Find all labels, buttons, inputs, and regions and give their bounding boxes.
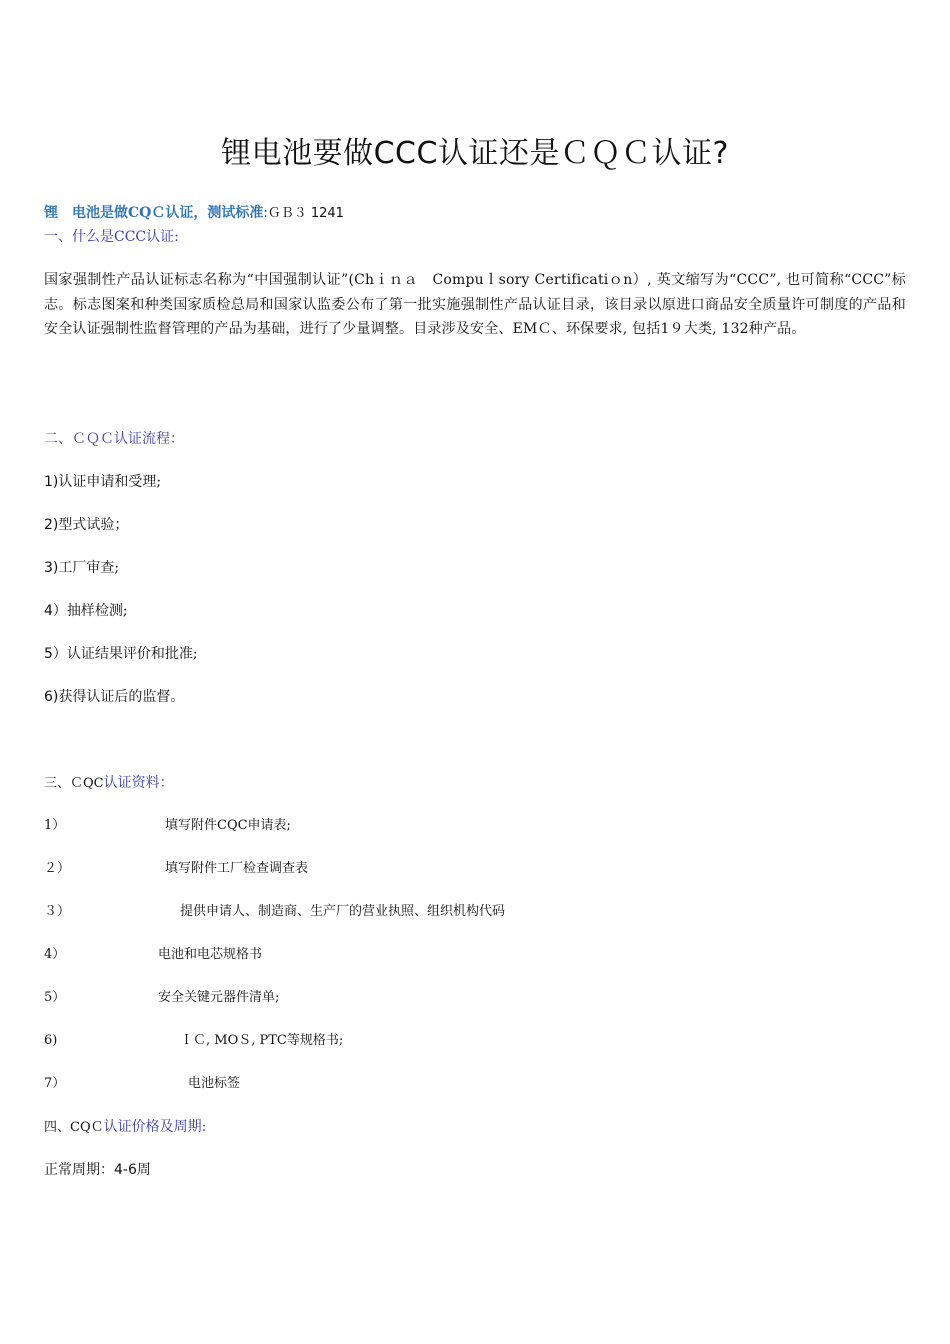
material-7-text: 电池标签 [188,1076,241,1091]
material-3-text: 提供申请人、制造商、生产厂的营业执照、组织机构代码 [180,904,506,919]
step-4: 4）抽样检测; [44,603,128,619]
normal-period: 正常周期：4-6周 [44,1162,151,1178]
intro-standard: :ＧＢ３ 1241 [263,206,344,221]
material-2-num: ２） [44,861,71,876]
material-6-text: ＩＣ, MOＳ, PTC等规格书; [180,1033,344,1048]
section4-heading: 四、CQＣ认证价格及周期: [44,1119,207,1135]
step-5: 5）认证结果评价和批准; [44,646,198,662]
material-2-text: 填写附件工厂检查调查表 [165,861,309,876]
material-4-text: 电池和电芯规格书 [158,947,263,962]
page-title: 锂电池要做CCC认证还是ＣＱＣ认证? [221,136,729,171]
section1-paragraph: 国家强制性产品认证标志名称为“中国强制认证”(Chｉｎａ Compuｌsory Certificatiｏn）, 英文缩写为“CCC”, 也可简称“CCC”标志。标志图案和种类国家质检总局和国家认监委公布了第一批实施强制性产品认证目录，该目录以原进口商品安全质量许可制度的产品和安全认证强制性监督管理的产品为基础，进行了少量调整。目录涉及安全、EMＣ、环保要求, 包括1９大类, 132种产品。 [44,272,906,337]
material-3-num: ３） [44,904,71,919]
material-7-num: 7） [44,1076,66,1091]
intro-line [44,203,344,224]
material-1-text: 填写附件CQC申请表; [165,818,291,833]
material-5-text: 安全关键元器件清单; [158,990,280,1005]
intro-lead: 锂 电池是做CQＣ认证，测试标准 [44,205,264,221]
material-6-num: 6) [44,1033,58,1048]
material-4-num: 4） [44,947,66,962]
step-1: 1)认证申请和受理; [44,474,162,490]
step-2: 2)型式试验； [44,517,129,533]
section3-heading: 三、ＣQC认证资料： [44,775,174,791]
material-1-num: 1） [44,818,66,833]
material-5-num: 5） [44,990,66,1005]
step-6: 6)获得认证后的监督。 [44,689,185,705]
step-3: 3)工厂审查; [44,560,120,576]
section1-heading: 一、什么是CCC认证: [44,229,179,245]
section2-heading: 二、ＣＱＣ认证流程： [44,431,184,447]
